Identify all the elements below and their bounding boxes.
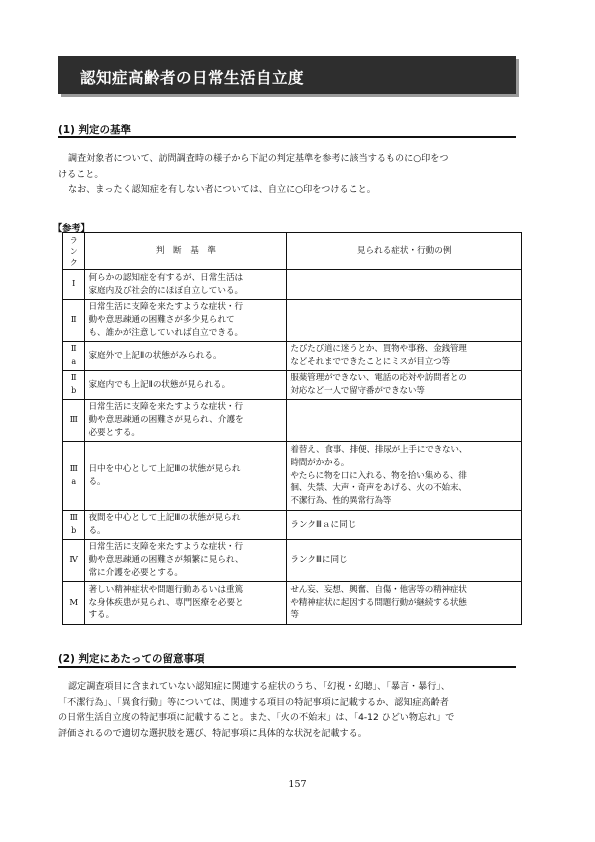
example-cell <box>287 270 522 300</box>
header-rank-char-1: ラ <box>69 235 78 245</box>
table-row <box>63 371 522 400</box>
criteria-line: 日常生活に支障を来たすような症状・行 <box>88 302 244 313</box>
criteria-cell <box>85 342 287 371</box>
rank-sub-label: a <box>71 357 77 366</box>
table-row <box>63 540 522 582</box>
example-line: 等 <box>290 610 299 621</box>
rank-label: Ⅲ <box>69 415 78 426</box>
example-line: 服薬管理ができない、電話の応対や訪問者との <box>290 373 467 384</box>
title-banner <box>58 56 516 94</box>
criteria-line: 著しい精神症状や問題行動あるいは重篤 <box>88 584 244 595</box>
header-rank-char-2: ン <box>69 246 78 256</box>
table-row <box>63 442 522 511</box>
table-row <box>63 582 522 625</box>
section-2-line-1: 認定調査項目に含まれていない認知症に関連する症状のうち、「幻視・幻聴」、「暴言・暴行」、 <box>68 682 450 692</box>
table-row <box>63 342 522 371</box>
criteria-line: 動や意思疎通の困難さが多少見られて <box>88 315 235 326</box>
reference-label: 【参考】 <box>53 223 90 234</box>
rank-cell <box>63 511 85 540</box>
rank-cell <box>63 300 85 342</box>
rank-label: Ⅱ <box>70 315 77 326</box>
section-2-rule <box>58 666 516 668</box>
example-cell <box>287 582 522 625</box>
example-line: 対応など一人で留守番ができない等 <box>290 386 425 396</box>
rank-label: Ⅱ <box>70 373 77 384</box>
rank-sub-label: b <box>71 386 77 395</box>
rank-cell <box>63 582 85 625</box>
rank-cell <box>63 442 85 511</box>
example-line: 徊、失禁、大声・奇声をあげる、火の不始末、 <box>290 483 467 494</box>
rank-label: M <box>69 597 79 608</box>
header-examples: 見られる症状・行動の例 <box>287 233 522 270</box>
criteria-line: する。 <box>88 610 115 621</box>
rank-cell <box>63 270 85 300</box>
example-line: たびたび道に迷うとか、買物や事務、金銭管理 <box>290 344 467 355</box>
section-2-heading: (2) 判定にあたっての留意事項 <box>58 653 205 665</box>
example-cell <box>287 400 522 442</box>
section-2-line-2: 「不潔行為」、「異食行動」等については、関連する項目の特記事項に記載するか、認知症高齢者 <box>58 697 449 708</box>
section-1-line-2: けること。 <box>58 169 104 180</box>
rank-cell <box>63 371 85 400</box>
example-line: などそれまでできたことにミスが目立つ等 <box>290 357 450 367</box>
criteria-cell <box>85 582 287 625</box>
rank-label: Ⅲ <box>69 464 78 475</box>
header-rank <box>63 233 85 270</box>
section-1-line-1: 調査対象者について、訪問調査時の様子から下記の判定基準を参考に該当するものに○印をつ <box>68 154 449 164</box>
criteria-cell <box>85 400 287 442</box>
example-cell <box>287 371 522 400</box>
header-rank-char-3: ク <box>69 257 78 267</box>
criteria-cell <box>85 270 287 300</box>
criteria-line: 日常生活に支障を来たすような症状・行 <box>88 542 244 553</box>
criteria-line: 家庭内及び社会的にほぼ自立している。 <box>88 285 244 296</box>
rank-label: Ⅳ <box>69 555 79 566</box>
page-number: 157 <box>288 779 307 790</box>
criteria-cell <box>85 442 287 511</box>
table-row <box>63 511 522 540</box>
example-line: 時間がかかる。 <box>290 457 350 468</box>
rank-cell <box>63 342 85 371</box>
criteria-line: 家庭内でも上記Ⅱの状態が見られる。 <box>88 379 231 390</box>
page-title: 認知症高齢者の日常生活自立度 <box>80 69 305 87</box>
criteria-line: 何らかの認知症を有するが、日常生活は <box>88 272 244 283</box>
criteria-line: 必要とする。 <box>88 427 141 438</box>
table-header-row <box>63 233 522 270</box>
section-2-line-3: の日常生活自立度の特記事項に記載すること。また、「火の不始末」は、「4-12 ひどい物忘れ」で <box>58 713 455 723</box>
example-line: 着替え、食事、排便、排尿が上手にできない、 <box>290 445 468 455</box>
criteria-cell <box>85 540 287 582</box>
criteria-line: 動や意思疎通の困難さが頻繁に見られ、 <box>88 555 244 566</box>
criteria-line: な身体疾患が見られ、専門医療を必要と <box>88 597 244 608</box>
criteria-cell <box>85 300 287 342</box>
criteria-line: る。 <box>88 526 106 536</box>
criteria-line: 家庭外で上記Ⅱの状態がみられる。 <box>88 350 222 361</box>
example-cell <box>287 511 522 540</box>
example-line: ランクⅢａに同じ <box>290 519 357 530</box>
example-cell <box>287 342 522 371</box>
criteria-cell <box>85 371 287 400</box>
rank-label: Ⅰ <box>72 279 76 290</box>
example-line: ランクⅢに同じ <box>290 555 348 566</box>
criteria-line: 動や意思疎通の困難さが見られ、介護を <box>88 415 244 426</box>
example-line: や精神症状に起因する問題行動が継続する状態 <box>290 597 467 608</box>
rank-cell <box>63 540 85 582</box>
section-1-rule <box>58 136 516 138</box>
criteria-line: 日常生活に支障を来たすような症状・行 <box>88 402 244 413</box>
example-cell <box>287 300 522 342</box>
section-2-line-4: 評価されるので適切な選択肢を選び、特記事項に具体的な状況を記載する。 <box>58 728 367 739</box>
rank-cell <box>63 400 85 442</box>
example-line: やたらに物を口に入れる、物を拾い集める、徘 <box>290 470 467 481</box>
criteria-line: 夜間を中心として上記Ⅲの状態が見られ <box>88 513 241 524</box>
example-cell <box>287 540 522 582</box>
example-line: せん妄、妄想、興奮、自傷・他害等の精神症状 <box>290 584 467 595</box>
criteria-line: 日中を中心として上記Ⅲの状態が見られ <box>88 464 241 475</box>
table-row <box>63 300 522 342</box>
criteria-line: 常に介護を必要とする。 <box>88 567 183 578</box>
table-row <box>63 400 522 442</box>
section-1-heading: (1) 判定の基準 <box>58 124 132 136</box>
criteria-line: る。 <box>88 477 106 487</box>
example-line: 不潔行為、性的異常行為等 <box>290 496 392 507</box>
rank-sub-label: a <box>71 477 77 486</box>
example-cell <box>287 442 522 511</box>
table-row <box>63 270 522 300</box>
rank-criteria-table <box>62 232 522 625</box>
criteria-cell <box>85 511 287 540</box>
rank-label: Ⅲ <box>69 513 78 524</box>
criteria-line: も、誰かが注意していれば自立できる。 <box>88 327 244 338</box>
header-criteria: 判 断 基 準 <box>85 233 287 270</box>
rank-sub-label: b <box>71 526 77 535</box>
section-1-line-3: なお、まったく認知症を有しない者については、自立に○印をつけること。 <box>68 185 376 195</box>
rank-label: Ⅱ <box>70 344 77 355</box>
